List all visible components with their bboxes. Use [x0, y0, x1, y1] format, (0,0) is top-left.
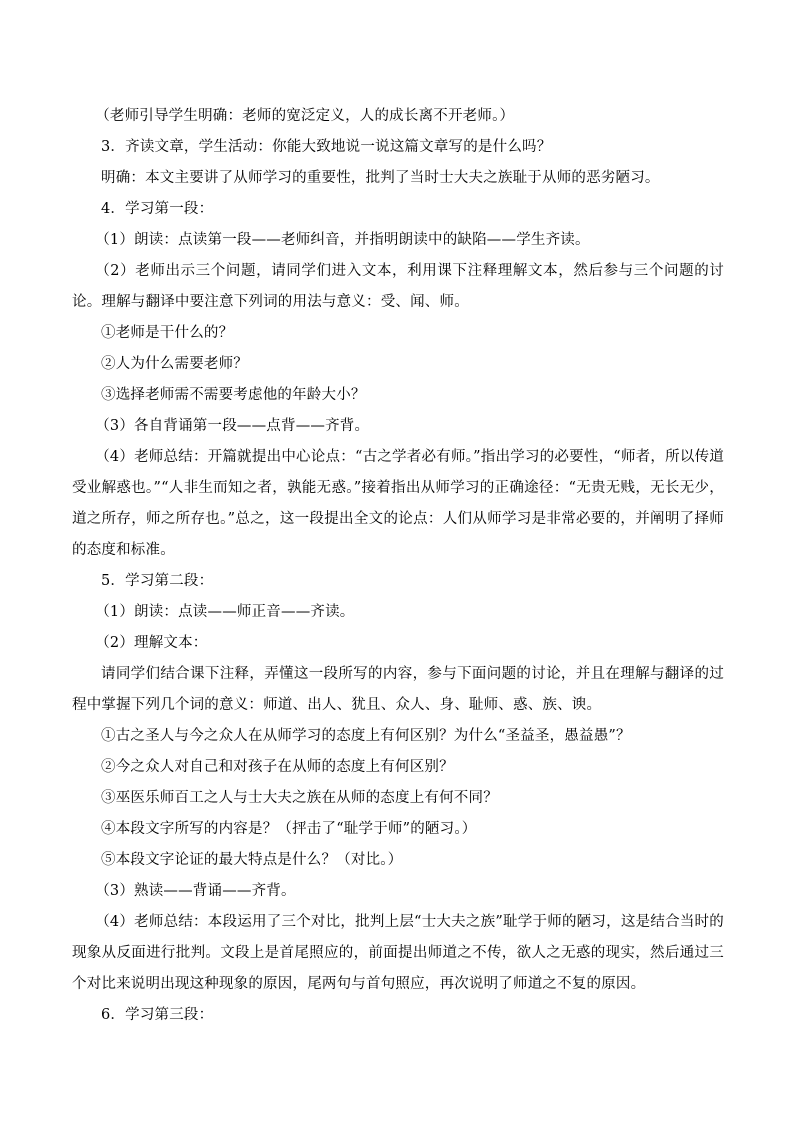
paragraph-clarify-theme: 明确：本文主要讲了从师学习的重要性，批判了当时士大夫之族耻于从师的恶劣陋习。 — [101, 170, 660, 186]
document-body — [72, 101, 724, 1031]
paragraph-question-2: ②人为什么需要老师？ — [101, 356, 248, 372]
paragraph-step-5-2: （2）理解文本： — [95, 635, 208, 651]
paragraph-step-3: 3．齐读文章，学生活动：你能大致地说一说这篇文章写的是什么吗？ — [101, 139, 552, 155]
paragraph-question-3: ③选择老师需不需要考虑他的年龄大小？ — [101, 387, 366, 403]
paragraph-step-5-heading: 5．学习第二段： — [101, 573, 214, 589]
paragraph-step-5-1: （1）朗读：点读——师正音——齐读。 — [95, 604, 355, 620]
paragraph-step-6-heading: 6．学习第三段： — [101, 1007, 214, 1023]
paragraph-step-4-1: （1）朗读：点读第一段——老师纠音，并指明朗读中的缺陷——学生齐读。 — [95, 232, 590, 248]
paragraph-question-5-4: ④本段文字所写的内容是？（抨击了“耻学于师”的陋习。） — [101, 821, 477, 837]
paragraph-question-5-1: ①古之圣人与今之众人在从师学习的态度上有何区别？为什么“圣益圣，愚益愚”？ — [101, 728, 631, 744]
paragraph-question-5-2: ②今之众人对自己和对孩子在从师的态度上有何区别？ — [101, 759, 454, 775]
paragraph-teacher-guidance: （老师引导学生明确：老师的宽泛定义，人的成长离不开老师。） — [95, 108, 515, 124]
paragraph-step-4-3: （3）各自背诵第一段——点背——齐背。 — [95, 418, 370, 434]
paragraph-step-4-2: （2）老师出示三个问题，请同学们进入文本，利用课下注释理解文本，然后参与三个问题的讨论。理解与翻译中要注意下列词的用法与意义：受、闻、师。 — [72, 263, 724, 310]
paragraph-question-5-5: ⑤本段文字论证的最大特点是什么？（对比。） — [101, 852, 403, 868]
paragraph-step-5-4: （4）老师总结：本段运用了三个对比，批判上层“士大夫之族”耻学于师的陋习，这是结合当时的现象从反面进行批判。文段上是首尾照应的，前面提出师道之不传，欲人之无惑的现实，然后通过三个对比来说明出现这种现象的原因，尾两句与首句照应，再次说明了师道之不复的原因。 — [72, 914, 724, 992]
paragraph-step-4-4: （4）老师总结：开篇就提出中心论点：“古之学者必有师。”指出学习的必要性，“师者，所以传道受业解惑也。”“人非生而知之者，孰能无惑。”接着指出从师学习的正确途径：“无贵无贱，无长无少，道之所存，师之所存也。”总之，这一段提出全文的论点：人们从师学习是非常必要的，并阐明了择师的态度和标准。 — [72, 449, 724, 558]
paragraph-question-1: ①老师是干什么的？ — [101, 325, 234, 341]
paragraph-step-5-3: （3）熟读——背诵——齐背。 — [95, 883, 296, 899]
paragraph-step-5-instructions: 请同学们结合课下注释，弄懂这一段所写的内容，参与下面问题的讨论，并且在理解与翻译的过程中掌握下列几个词的意义：师道、出人、犹且、众人、身、耻师、惑、族、谀。 — [72, 666, 724, 713]
paragraph-question-5-3: ③巫医乐师百工之人与士大夫之族在从师的态度上有何不同？ — [101, 790, 498, 806]
paragraph-step-4-heading: 4．学习第一段： — [101, 201, 214, 217]
